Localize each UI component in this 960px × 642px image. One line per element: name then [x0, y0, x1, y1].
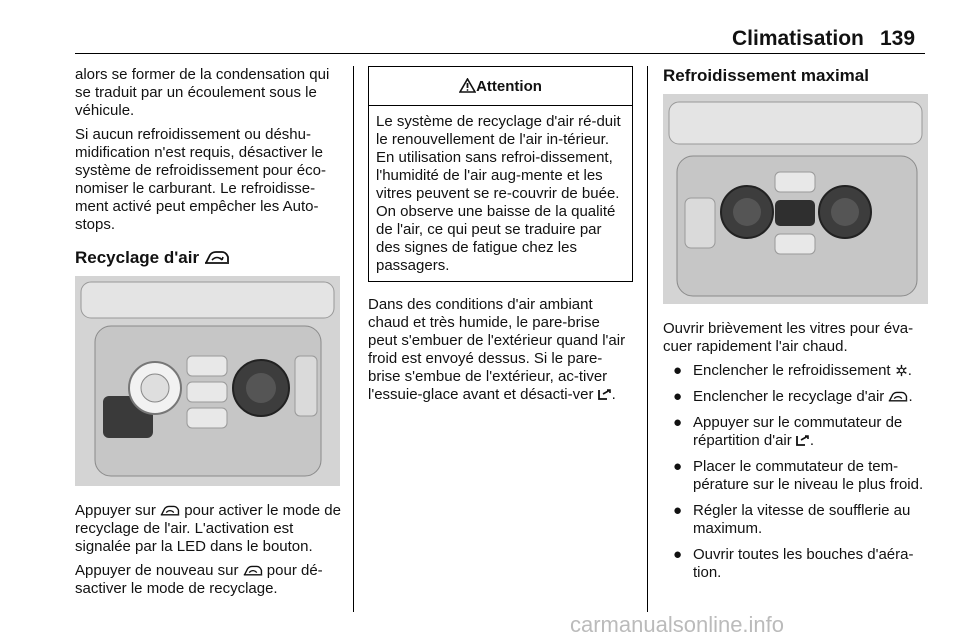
climate-control-panel-photo [75, 276, 340, 486]
warning-title: Attention [476, 78, 542, 95]
column-3 [663, 66, 928, 590]
list-item: ● Placer le commutateur de tem-pérature sur le niveau le plus froid. [673, 458, 924, 493]
paragraph: Dans des conditions d'air ambiant chaud et très humide, le pare-brise peut s'embuer de l'extérieur quand l'air froid est envoyé dessus. Si le pare-brise s'embue de l'extérieur, ac-tiver l'essuie-glace avant et désacti-ver . [368, 296, 626, 403]
header-rule [75, 53, 925, 54]
warning-header [369, 67, 632, 106]
column-1 [75, 66, 341, 604]
column-2 [368, 66, 633, 410]
page-number: 139 [880, 27, 916, 50]
warning-triangle-icon [459, 78, 476, 93]
page-title: Climatisation [732, 27, 864, 50]
windscreen-airflow-icon [796, 434, 810, 447]
step-list [663, 362, 928, 582]
list-item: ● Enclencher le recyclage d'air . [673, 388, 913, 405]
warning-box [368, 66, 633, 282]
section-heading: Refroidissement maximal [663, 66, 869, 85]
watermark-text: carmanualsonline.info [570, 612, 785, 637]
paragraph: Si aucun refroidissement ou déshu-midification n'est requis, désactiver le système de refroidissement pour éco-nomiser le carburant. Le refroidisse-ment activé peut empêcher les Auto-stops. [75, 126, 326, 233]
air-recirculation-icon [888, 391, 908, 403]
column-divider [353, 66, 354, 612]
air-recirculation-icon [204, 251, 230, 265]
list-item: ● Ouvrir toutes les bouches d'aéra-tion. [673, 546, 914, 581]
warning-text: Le système de recyclage d'air ré-duit le renouvellement de l'air in-térieur. En utilisation sans refroi-dissement, l'humidité de l'air aug-mente et les vitres peuvent se re-couvrir de buée. On observe une baisse de la qualité de l'air, ce qui peut se traduire par des signes de fatigue chez les passagers. [376, 113, 621, 274]
snowflake-icon [895, 364, 908, 377]
air-recirculation-icon [243, 565, 263, 577]
air-recirculation-icon [160, 505, 180, 517]
climate-control-panel-photo [663, 94, 928, 304]
section-heading: Recyclage d'air [75, 248, 341, 268]
windscreen-airflow-icon [598, 388, 612, 401]
paragraph: alors se former de la condensation qui se traduit par un écoulement sous le véhicule. [75, 66, 330, 119]
list-item: ● Enclencher le refroidissement . [673, 362, 912, 379]
warning-body [369, 106, 632, 281]
list-item: ● Appuyer sur le commutateur de répartition d'air . [673, 414, 903, 449]
paragraph: Ouvrir brièvement les vitres pour éva-cuer rapidement l'air chaud. [663, 320, 914, 355]
column-divider [647, 66, 648, 612]
list-item: ● Régler la vitesse de soufflerie au maximum. [673, 502, 911, 537]
paragraph: Appuyer sur pour activer le mode de recyclage de l'air. L'activation est signalée par la LED dans le bouton. [75, 502, 341, 555]
paragraph: Appuyer de nouveau sur pour dé-sactiver le mode de recyclage. [75, 562, 323, 597]
